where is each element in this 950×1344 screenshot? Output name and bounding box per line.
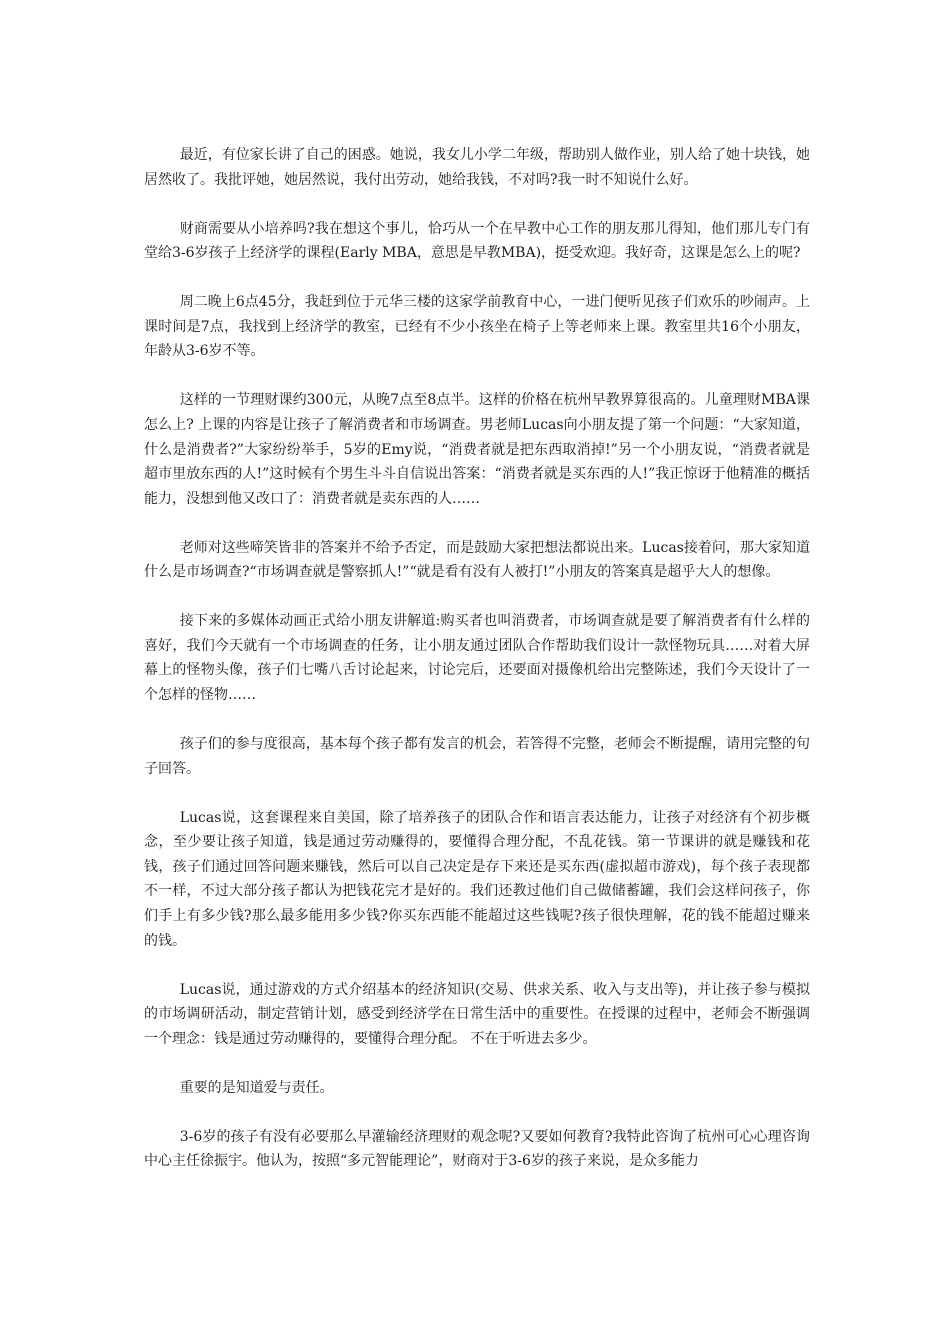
paragraph-10: 重要的是知道爱与责任。 (179, 1079, 334, 1096)
paragraph-2: 财商需要从小培养吗?我在想这个事儿，恰巧从一个在早教中心工作的朋友那儿得知，他们那儿专门有堂给3-6岁孩子上经济学的课程(Early MBA，意思是早教MBA)，挺受欢迎。我好奇，这课是怎么上的呢? (144, 220, 810, 262)
paragraph-6: 接下来的多媒体动画正式给小朋友讲解道:购买者也叫消费者，市场调查就是要了解消费者有什么样的喜好，我们今天就有一个市场调查的任务，让小朋友通过团队合作帮助我们设计一款怪物玩具……对着大屏幕上的怪物头像，孩子们七嘴八舌讨论起来，讨论完后，还要面对摄像机给出完整陈述，我们今天设计了一个怎样的怪物…… (144, 613, 810, 704)
paragraph-3: 周二晚上6点45分，我赶到位于元华三楼的这家学前教育中心，一进门便听见孩子们欢乐的吵闹声。上课时间是7点，我找到上经济学的教室，已经有不少小孩坐在椅子上等老师来上课。教室里共16个小朋友，年龄从3-6岁不等。 (144, 294, 810, 360)
paragraph-11: 3-6岁的孩子有没有必要那么早灌输经济理财的观念呢?又要如何教育?我特此咨询了杭州可心心理咨询中心主任徐振宇。他认为，按照“多元智能理论”，财商对于3-6岁的孩子来说，是众多能力 (144, 1128, 810, 1170)
paragraph-1: 最近，有位家长讲了自己的困惑。她说，我女儿小学二年级，帮助别人做作业，别人给了她十块钱，她居然收了。我批评她，她居然说，我付出劳动，她给我钱，不对吗?我一时不知说什么好。 (144, 147, 810, 188)
paragraph-9: Lucas说，通过游戏的方式介绍基本的经济知识(交易、供求关系、收入与支出等)，并让孩子参与模拟的市场调研活动，制定营销计划，感受到经济学在日常生活中的重要性。在授课的过程中，老师会不断强调一个理念：钱是通过劳动赚得的，要懂得合理分配。 不在于听进去多少。 (144, 981, 810, 1047)
paragraph-5: 老师对这些啼笑皆非的答案并不给予否定，而是鼓励大家把想法都说出来。Lucas接着问，那大家知道什么是市场调查?“市场调查就是警察抓人!”“就是看有没有人被打!”小朋友的答案真是超乎大人的想像。 (144, 539, 810, 581)
paragraph-7: 孩子们的参与度很高，基本每个孩子都有发言的机会，若答得不完整，老师会不断提醒，请用完整的句子回答。 (144, 736, 810, 777)
paragraph-8: Lucas说，这套课程来自美国，除了培养孩子的团队合作和语言表达能力，让孩子对经济有个初步概念，至少要让孩子知道，钱是通过劳动赚得的，要懂得合理分配，不乱花钱。第一节课讲的就是赚钱和花钱，孩子们通过回答问题来赚钱，然后可以自己决定是存下来还是买东西(虚拟超市游戏)，每个孩子表现都不一样，不过大部分孩子都认为把钱花完才是好的。我们还教过他们自己做储蓄罐，我们会这样问孩子，你们手上有多少钱?那么最多能用多少钱?你买东西能不能超过这些钱呢?孩子很快理解，花的钱不能超过赚来的钱。 (144, 809, 810, 949)
paragraph-4: 这样的一节理财课约300元，从晚7点至8点半。这样的价格在杭州早教界算很高的。儿童理财MBA课怎么上? 上课的内容是让孩子了解消费者和市场调查。男老师Lucas向小朋友提了第一个问题：“大家知道，什么是消费者?”大家纷纷举手，5岁的Emy说，“消费者就是把东西取消掉!”另一个小朋友说，“消费者就是超市里放东西的人!”这时候有个男生斗斗自信说出答案：“消费者就是买东西的人!”我正惊讶于他精准的概括能力，没想到他又改口了：消费者就是卖东西的人…… (144, 392, 810, 507)
article-body (144, 143, 810, 1198)
